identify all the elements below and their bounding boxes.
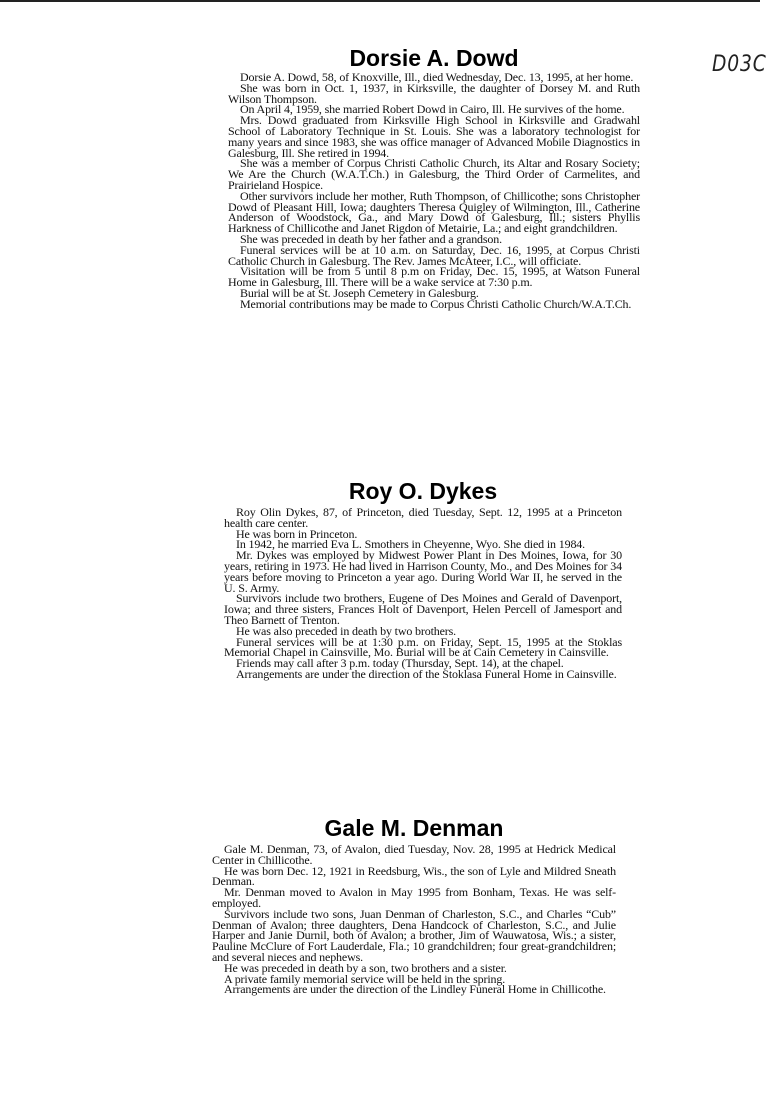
obituary-body — [212, 844, 616, 995]
obituary-paragraph: She was preceded in death by her father and a grandson. — [240, 231, 502, 246]
obituary-paragraph: She was born in Oct. 1, 1937, in Kirksville, the daughter of Dorsey M. and Ruth Wilson Thompson. — [228, 80, 640, 106]
obituary-dykes — [224, 478, 622, 680]
obituary-paragraph: Other survivors include her mother, Ruth Thompson, of Chillicothe; sons Christopher Dowd of Pleasant Hill, Iowa; daughters Theresa Quigley of Wilmington, Ill., Catherine Anderson of Woodstock, Ga., and Mary Dowd of Galesburg, Ill.; sisters Phyllis Harkness of Chillicothe and Janet Rigdon of Metairie, La.; and eight grandchildren. — [228, 188, 640, 236]
obituary-paragraph: She was a member of Corpus Christi Catholic Church, its Altar and Rosary Society; We Are the Church (W.A.T.Ch.) in Galesburg, the Third Order of Carmelites, and Prairieland Hospice. — [228, 156, 640, 192]
page-code: D03C — [712, 52, 767, 77]
obituary-paragraph: He was born Dec. 12, 1921 in Reedsburg, Wis., the son of Lyle and Mildred Sneath Denman. — [212, 863, 616, 889]
obituary-paragraph: Funeral services will be at 10 a.m. on Saturday, Dec. 16, 1995, at Corpus Christi Catholic Church in Galesburg. The Rev. James McAteer, I.C., will officiate. — [228, 242, 640, 268]
obituary-paragraph: On April 4, 1959, she married Robert Dowd in Cairo, Ill. He survives of the home. — [240, 102, 625, 117]
obituary-paragraph: In 1942, he married Eva L. Smothers in Cheyenne, Wyo. She died in 1984. — [236, 537, 586, 552]
obituary-dowd — [228, 45, 640, 310]
obituary-title: Roy O. Dykes — [348, 478, 498, 504]
obituary-paragraph: He was preceded in death by a son, two brothers and a sister. — [224, 960, 507, 975]
obituary-paragraph: Dorsie A. Dowd, 58, of Knoxville, Ill., died Wednesday, Dec. 13, 1995, at her home. — [240, 70, 634, 84]
obituary-title: Dorsie A. Dowd — [349, 45, 519, 71]
obituary-paragraph: He was born in Princeton. — [236, 526, 358, 541]
obituary-paragraph: Mr. Dykes was employed by Midwest Power Plant in Des Moines, Iowa, for 30 years, retiring in 1973. He had lived in Harrison County, Mo., and Des Moines for 34 years before moving to Princeton a year ago. During World War II, he served in the U. S. Army. — [224, 548, 622, 595]
obituary-paragraph: Visitation will be from 5 until 8 p.m on Friday, Dec. 15, 1995, at Watson Funeral Home in Galesburg, Ill. There will be a wake service at 7:30 p.m. — [228, 264, 640, 290]
obituary-paragraph: Friends may call after 3 p.m. today (Thursday, Sept. 14), at the chapel. — [236, 656, 564, 671]
obituary-title: Gale M. Denman — [324, 815, 504, 841]
obituary-paragraph: Survivors include two sons, Juan Denman of Charleston, S.C., and Charles “Cub” Denman of Avalon; three daughters, Dena Handcock of Charleston, S.C., and Julie Harper and Janie Durnil, both of Avalon; a brother, Jim of Wauwatosa, Wis.; a sister, Pauline McClure of Fort Lauderdale, Fla.; 10 grandchildren; four great-grandchildren; and several nieces and nephews. — [212, 906, 616, 964]
obituary-paragraph: Roy Olin Dykes, 87, of Princeton, died Tuesday, Sept. 12, 1995 at a Princeton health care center. — [224, 505, 622, 530]
obituary-paragraph: Burial will be at St. Joseph Cemetery in Galesburg. — [240, 285, 479, 300]
obituary-paragraph: Memorial contributions may be made to Corpus Christi Catholic Church/W.A.T.Ch. — [240, 296, 632, 311]
obituary-paragraph: Funeral services will be at 1:30 p.m. on Friday, Sept. 15, 1995 at the Stoklas Memorial Chapel in Cainsville, Mo. Burial will be at Cain Cemetery in Cainsville. — [224, 634, 622, 660]
obituary-paragraph: Gale M. Denman, 73, of Avalon, died Tuesday, Nov. 28, 1995 at Hedrick Medical Center in Chillicothe. — [212, 842, 616, 867]
obituary-paragraph: Mrs. Dowd graduated from Kirksville High School in Kirksville and Gradwahl School of Laboratory Technique in St. Louis. She was a laboratory technologist for many years and since 1983, she was office manager of Advanced Mobile Diagnostics in Galesburg, Ill. She retired in 1994. — [228, 113, 640, 160]
obituary-paragraph: He was also preceded in death by two brothers. — [236, 623, 457, 638]
top-border-line — [0, 0, 760, 2]
obituary-paragraph: Arrangements are under the direction of the Lindley Funeral Home in Chillicothe. — [224, 982, 606, 997]
obituary-paragraph: A private family memorial service will be held in the spring. — [224, 971, 506, 986]
obituary-paragraph: Mr. Denman moved to Avalon in May 1995 from Bonham, Texas. He was self-employed. — [212, 885, 616, 910]
obituary-body — [224, 507, 622, 680]
obituary-body — [228, 72, 640, 310]
obituary-denman — [212, 815, 616, 995]
obituary-paragraph: Arrangements are under the direction of the Stoklasa Funeral Home in Cainsville. — [236, 666, 617, 681]
obituary-paragraph: Survivors include two brothers, Eugene of Des Moines and Gerald of Davenport, Iowa; and three sisters, Frances Holt of Davenport, Helen Percell of Jamesport and Theo Barnett of Trenton. — [224, 591, 622, 627]
